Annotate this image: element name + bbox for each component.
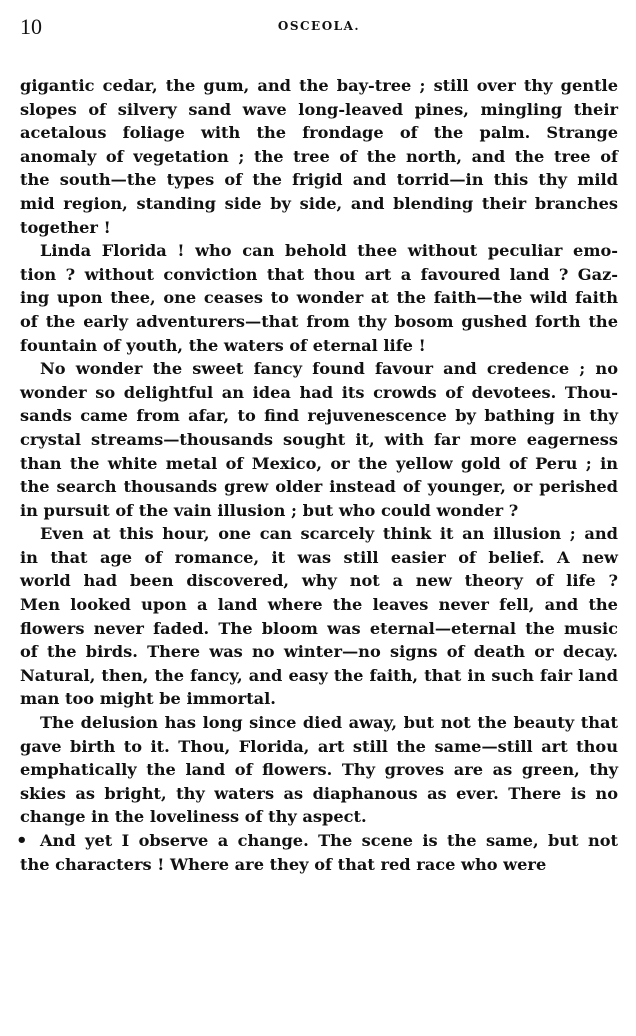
text-line: Linda Florida ! who can behold thee without peculiar emo- <box>40 241 618 261</box>
text-line: world had been discovered, why not a new theory of life ? <box>20 571 618 591</box>
text-line: emphatically the land of flowers. Thy groves are as green, thy <box>20 760 618 780</box>
text-line: mid region, standing side by side, and blending their branches <box>20 193 618 213</box>
text-line: the search thousands grew older instead of younger, or perished <box>20 477 618 497</box>
body-text <box>16 74 618 876</box>
text-line: gigantic cedar, the gum, and the bay-tree ; still over thy gentle <box>20 76 618 95</box>
text-line: skies as bright, thy waters as diaphanous as ever. There is no <box>20 783 618 803</box>
text-line: acetalous foliage with the frondage of the palm. Strange <box>20 123 618 143</box>
paragraph <box>20 522 618 711</box>
text-line: than the white metal of Mexico, or the yellow gold of Peru ; in <box>20 453 618 473</box>
text-line: ing upon thee, one ceases to wonder at the faith—the wild faith <box>20 288 618 308</box>
text-line: wonder so delightful an idea had its crowds of devotees. Thou- <box>20 382 618 402</box>
text-line: Natural, then, the fancy, and easy the faith, that in such fair land <box>20 665 618 685</box>
page-header <box>20 10 618 44</box>
paragraph <box>20 239 618 357</box>
text-line: the characters ! Where are they of that red race who were <box>20 854 547 874</box>
text-line: anomaly of vegetation ; the tree of the north, and the tree of <box>20 146 618 166</box>
text-line: together ! <box>20 217 111 237</box>
text-line: of the early adventurers—that from thy bosom gushed forth the <box>20 311 618 331</box>
text-line: in that age of romance, it was still easier of belief. A new <box>20 547 618 567</box>
text-line: gave birth to it. Thou, Florida, art still the same—still art thou <box>20 736 618 756</box>
text-line: sands came from afar, to find rejuvenescence by bathing in thy <box>20 406 618 426</box>
paragraph <box>20 357 618 522</box>
page-number: 10 <box>20 14 42 39</box>
text-line: flowers never faded. The bloom was eternal—eternal the music <box>20 618 618 638</box>
text-line: in pursuit of the vain illusion ; but who could wonder ? <box>20 500 519 520</box>
book-page <box>16 10 618 876</box>
text-line: tion ? without conviction that thou art a favoured land ? Gaz- <box>20 264 618 284</box>
text-line: Men looked upon a land where the leaves never fell, and the <box>20 595 618 615</box>
text-line: change in the loveliness of thy aspect. <box>20 807 367 827</box>
running-head: OSCEOLA. <box>277 19 361 33</box>
text-line: fountain of youth, the waters of eternal life ! <box>20 335 426 355</box>
paragraph <box>16 829 618 876</box>
paragraph <box>20 74 618 239</box>
text-line: man too might be immortal. <box>20 689 276 709</box>
text-line: slopes of silvery sand wave long-leaved pines, mingling their <box>20 99 618 119</box>
text-line: the south—the types of the frigid and torrid—in this thy mild <box>20 170 618 190</box>
text-line: The delusion has long since died away, but not the beauty that <box>40 713 618 733</box>
text-line: And yet I observe a change. The scene is the same, but not <box>40 831 618 850</box>
paragraph <box>20 711 618 829</box>
text-line: No wonder the sweet fancy found favour and credence ; no <box>40 359 618 379</box>
bullet-mark: • <box>16 830 28 851</box>
text-line: crystal streams—thousands sought it, with far more eagerness <box>20 429 618 449</box>
text-line: of the birds. There was no winter—no signs of death or decay. <box>20 642 618 662</box>
text-line: Even at this hour, one can scarcely think it an illusion ; and <box>40 524 618 544</box>
